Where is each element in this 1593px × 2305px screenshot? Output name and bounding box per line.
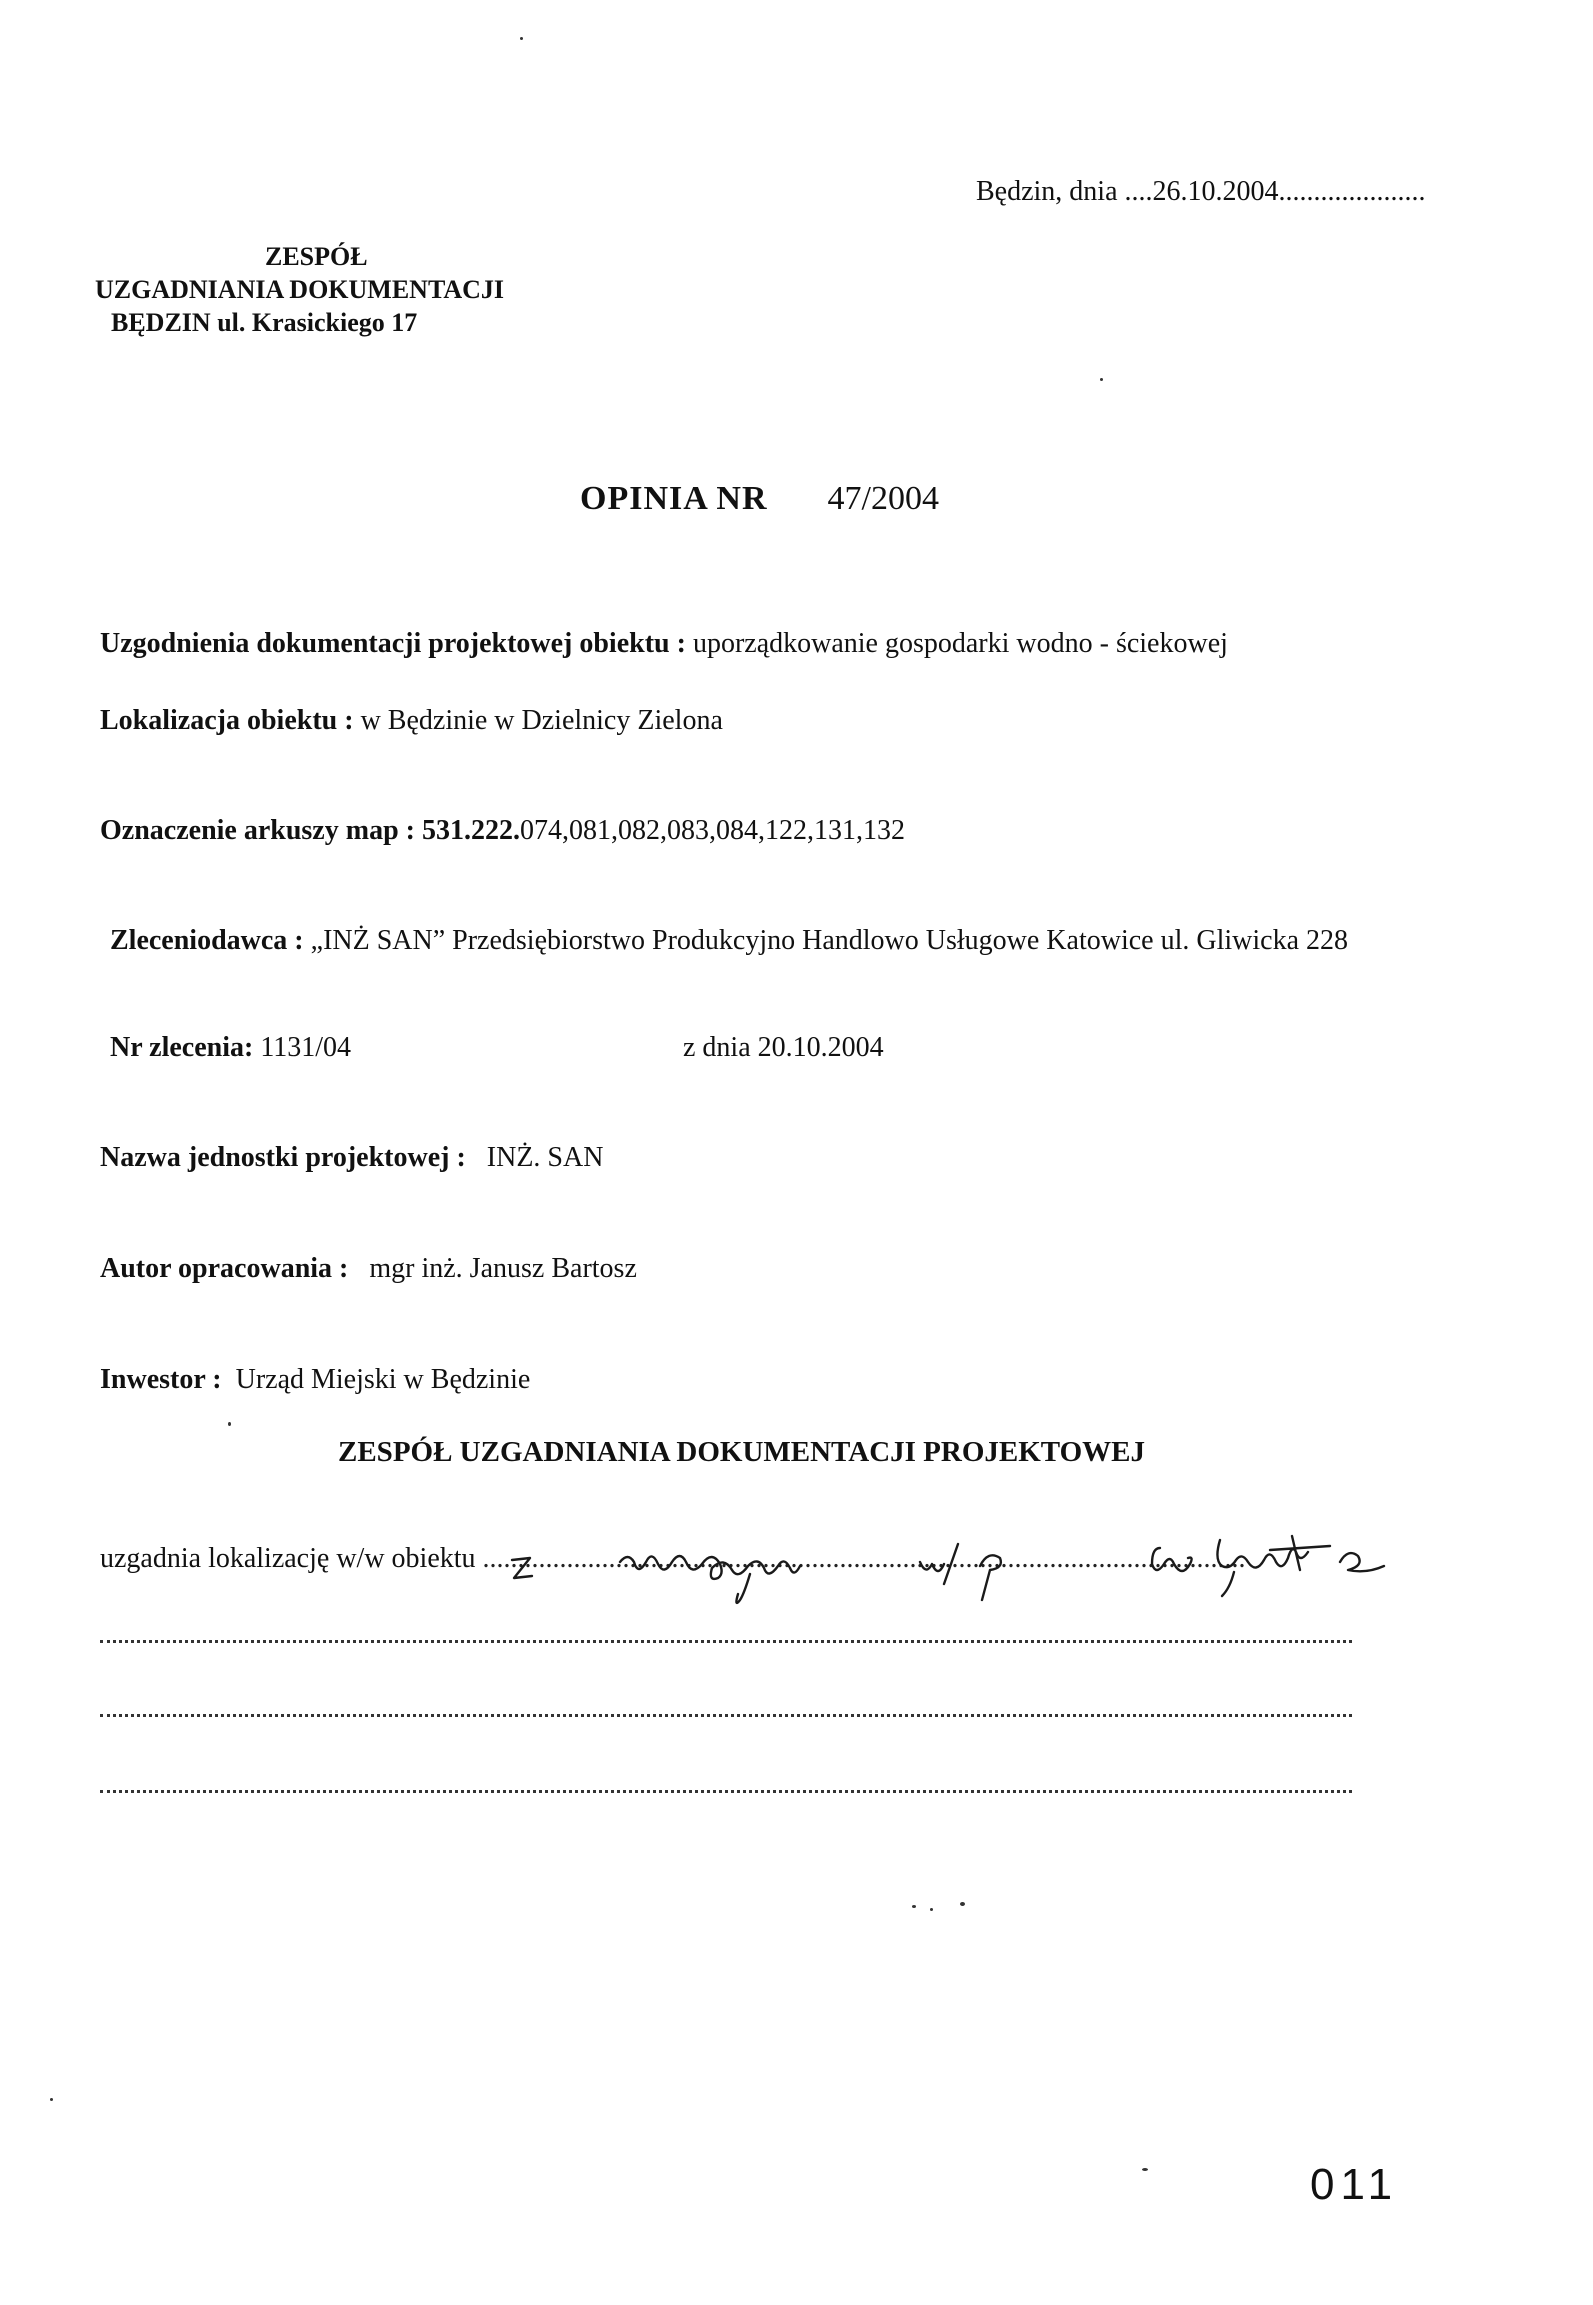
client-label: Zleceniodawca : (110, 925, 304, 956)
team-heading: ZESPÓŁ UZGADNIANIA DOKUMENTACJI PROJEKTOWEJ (338, 1436, 1146, 1468)
investor-label: Inwestor : (100, 1364, 222, 1395)
scan-speck (228, 1422, 231, 1426)
agreement-label: uzgadnia lokalizację w/w obiektu (100, 1543, 476, 1574)
scan-speck (520, 37, 523, 40)
scan-speck (930, 1908, 933, 1911)
scan-speck (1100, 378, 1103, 381)
order-no-label: Nr zlecenia: (110, 1032, 254, 1063)
document-title (580, 480, 939, 518)
map-sheets-prefix: 531.222. (421, 815, 520, 846)
location-value: w Będzinie w Dzielnicy Zielona (360, 705, 723, 736)
org-address: BĘDZIN ul. Krasickiego 17 (111, 308, 418, 337)
scan-speck (1142, 2168, 1148, 2171)
field-client (110, 925, 1348, 957)
order-date: z dnia 20.10.2004 (683, 1032, 884, 1063)
blank-line-1 (100, 1640, 1352, 1643)
field-location (100, 705, 723, 737)
field-order-number (110, 1032, 351, 1064)
page-number: 011 (1310, 2160, 1399, 2209)
field-design-unit (100, 1142, 603, 1174)
place-date: Będzin, dnia ....26.10.2004..................... (976, 176, 1426, 207)
map-sheets-value: 074,081,082,083,084,122,131,132 (519, 815, 905, 846)
design-unit-label: Nazwa jednostki projektowej : (100, 1142, 466, 1173)
documentation-label: Uzgodnienia dokumentacji projektowej obiektu : (100, 628, 686, 659)
investor-value: Urząd Miejski w Będzinie (235, 1364, 531, 1395)
design-unit-value: INŻ. SAN (486, 1142, 604, 1173)
client-value: „INŻ SAN” Przedsiębiorstwo Produkcyjno Handlowo Usługowe Katowice ul. Gliwicka 228 (310, 925, 1349, 956)
blank-line-2 (100, 1714, 1352, 1717)
org-line-1: ZESPÓŁ (265, 242, 368, 271)
author-label: Autor opracowania : (100, 1253, 349, 1284)
scan-speck (912, 1905, 916, 1908)
blank-line-3 (100, 1790, 1352, 1793)
organization-header (95, 240, 504, 339)
order-no-value: 1131/04 (260, 1032, 352, 1063)
handwritten-note-drawing (500, 1500, 1440, 1610)
map-sheets-label: Oznaczenie arkuszy map : (100, 815, 415, 846)
org-line-2: UZGADNIANIA DOKUMENTACJI (95, 275, 505, 304)
author-value: mgr inż. Janusz Bartosz (369, 1253, 637, 1284)
scan-speck (50, 2098, 53, 2101)
field-author (100, 1253, 637, 1285)
agreement-leader-dots: ... (482, 1543, 504, 1574)
title-label: OPINIA NR (580, 480, 768, 517)
opinion-number: 47/2004 (827, 480, 939, 517)
field-map-sheets (100, 815, 905, 847)
scan-speck (960, 1902, 965, 1906)
location-label: Lokalizacja obiektu : (100, 705, 354, 736)
documentation-value: uporządkowanie gospodarki wodno - ściekowej (692, 628, 1228, 659)
field-documentation (100, 628, 1228, 660)
field-investor (100, 1364, 530, 1396)
agreement-fill-dots: .......................................................................................................... (503, 1543, 1246, 1574)
